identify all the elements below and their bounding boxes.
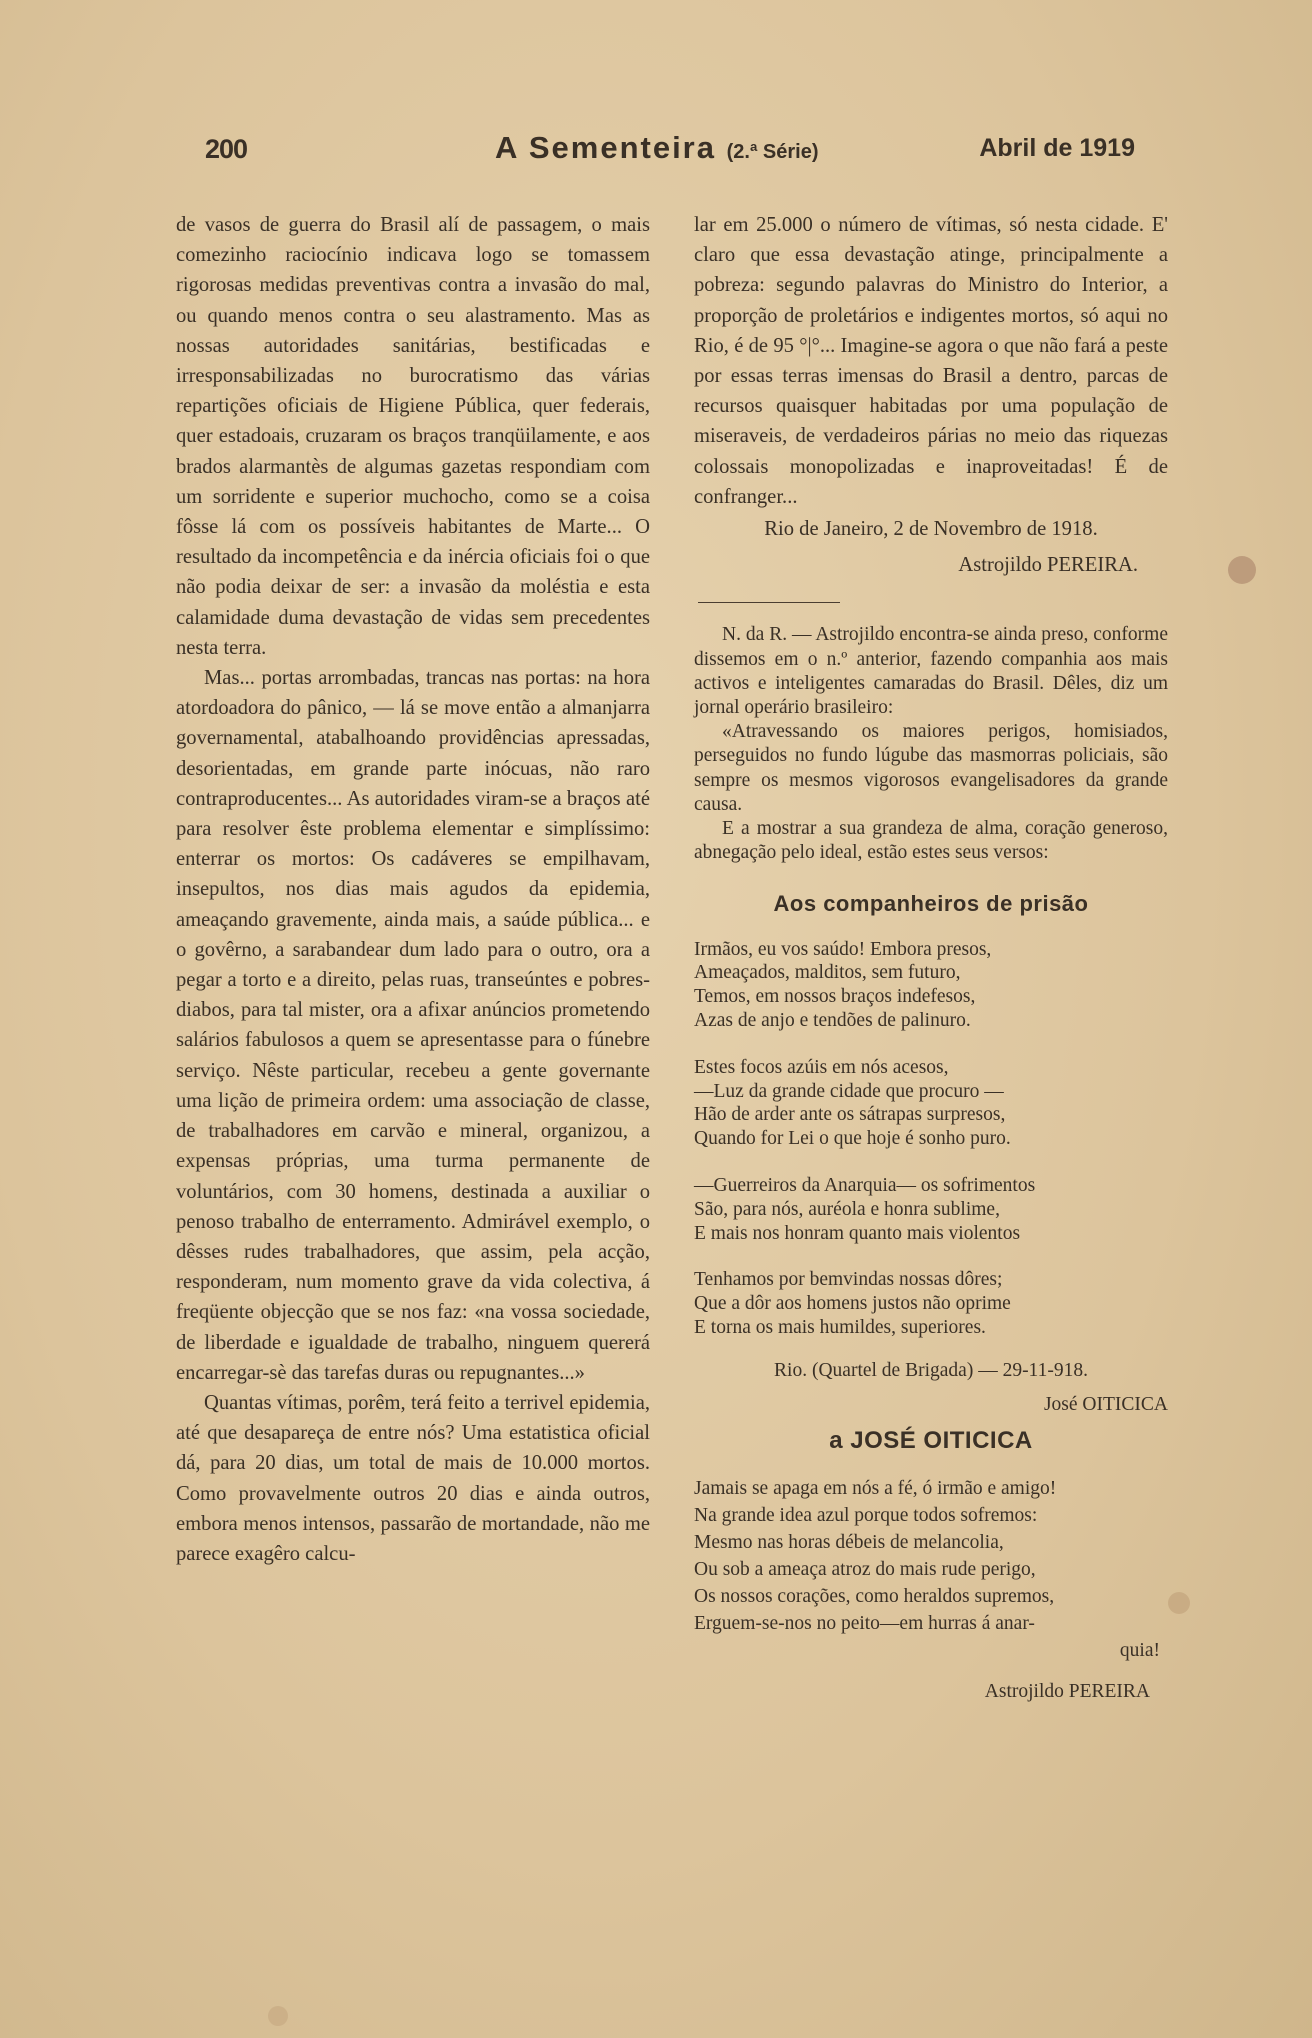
poem-stanza: [694, 1056, 1168, 1151]
poem-line: Os nossos corações, como heraldos supremos,: [694, 1585, 1055, 1607]
poem-signature: Astrojildo PEREIRA: [984, 1680, 1150, 1702]
poem-line: —Guerreiros da Anarquia— os sofrimentos: [694, 1175, 1036, 1197]
poem-line: Quando for Lei o que hoje é sonho puro.: [694, 1128, 1011, 1150]
poem-line: São, para nós, auréola e honra sublime,: [694, 1198, 1000, 1220]
article-dateline: Rio de Janeiro, 2 de Novembro de 1918.: [764, 518, 1098, 541]
article-paragraph: lar em 25.000 o número de vítimas, só nesta cidade. E' claro que essa devastação atinge, principalmente a pobreza: segundo palavras do Ministro do Interior, a proporção de proletários e indigentes mortos, só aqui no Rio, é de 95 °|°... Imagine-se agora o que não fará a peste por essas terras imensas do Brasil a dentro, parcas de recursos quaisquer habitadas por uma população de miseraveis, de verdadeiros párias no meio das riquezas colossais monopolizadas e inaproveitadas! É de confranger...: [694, 214, 1168, 508]
poem-line: Mesmo nas horas débeis de melancolia,: [694, 1531, 1004, 1553]
poem-line: Jamais se apaga em nós a fé, ó irmão e amigo!: [694, 1477, 1057, 1499]
poem-stanza: [694, 938, 1168, 1033]
journal-title: A Sementeira (2.ª Série): [495, 130, 819, 165]
poem-dateline: Rio. (Quartel de Brigada) — 29-11-918.: [774, 1359, 1088, 1381]
left-column: [176, 210, 650, 1569]
poem-signature: José OITICICA: [1043, 1393, 1168, 1415]
page-header: [205, 130, 1135, 178]
section-divider: [698, 602, 840, 603]
poem-line-continuation: quia!: [1119, 1639, 1160, 1661]
poem-line: E torna os mais humildes, superiores.: [694, 1317, 986, 1339]
poem: [694, 1475, 1168, 1705]
poem-line: —Luz da grande cidade que procuro —: [694, 1080, 1004, 1102]
note-paragraph: E a mostrar a sua grandeza de alma, coração generoso, abnegação pelo ideal, estão estes seus versos:: [694, 818, 1168, 864]
note-paragraph: N. da R. — Astrojildo encontra-se ainda preso, conforme dissemos em o n.º anterior, fazendo companhia aos mais activos e inteligentes camaradas do Brasil. Dêles, diz um jornal operário brasileiro:: [694, 624, 1168, 719]
poem-line: Tenhamos por bemvindas nossas dôres;: [694, 1269, 1003, 1291]
poem-title: Aos companheiros de prisão: [773, 891, 1089, 917]
poem-stanza: [694, 1174, 1168, 1245]
page-number: 200: [205, 134, 248, 164]
article-paragraph: Mas... portas arrombadas, trancas nas portas: na hora atordoadora do pânico, — lá se move então a almanjarra governamental, atabalhoando providências apressadas, desorientadas, em grande parte inócuas, não raro contraproducentes... As autoridades viram-se a braços até para resolver êste problema elementar e simplíssimo: enterrar os mortos: Os cadáveres se empilhavam, insepultos, nos dias mais agudos da epidemia, ameaçando gravemente, ainda mais, a saúde pública... e o govêrno, a sarabandear dum lado para o outro, ora a pegar a torto e a direito, pelas ruas, transeúntes e pobres-diabos, para tal mister, ora a afixar anúncios prometendo salários fabulosos a quem se apresentasse para o fúnebre serviço. Nêste particular, recebeu a gente governante uma lição de primeira ordem: uma associação de classe, de trabalhadores em carvão e mineral, organizou, a expensas próprias, uma turma permanente de voluntários, com 30 homens, destinada a auxiliar o penoso trabalho de enterramento. Admirável exemplo, o dêsses rudes trabalhadores, que assim, pela acção, responderam, num momento grave da vida colectiva, á freqüente objecção que se nos faz: «na vossa sociedade, de liberdade e igualdade de trabalho, ninguem quererá encarregar-sè das tarefas duras ou repugnantes...»: [176, 667, 650, 1384]
poem-line: Azas de anjo e tendões de palinuro.: [694, 1010, 971, 1032]
poem-line: Ou sob a ameaça atroz do mais rude perigo,: [694, 1558, 1036, 1580]
right-column: [694, 210, 1168, 1705]
note-paragraph: «Atravessando os maiores perigos, homisiados, perseguidos no fundo lúgube das masmorras policiais, são sempre os mesmos vigorosos evangelisadores da grande causa.: [694, 721, 1168, 815]
poem: [694, 938, 1168, 1417]
series-label: (2.ª Série): [726, 141, 819, 163]
article-paragraph: de vasos de guerra do Brasil alí de passagem, o mais comezinho raciocínio indicava logo se tomassem rigorosas medidas preventivas contra a invasão do mal, ou quando menos contra o seu alastramento. Mas as nossas autoridades sanitárias, bestificadas e irresponsabilizadas no burocratismo das várias repartições oficiais de Higiene Pública, quer federais, quer estadoais, cruzaram os braços tranqüilamente, e aos brados alarmantès de algumas gazetas respondiam com um sorridente e superior muchocho, como se a coisa fôsse lá com os possíveis habitantes de Marte... O resultado da incompetência e da inércia oficiais foi o que não podia deixar de ser: a invasão da moléstia e esta calamidade duma devastação de vidas sem precedentes nesta terra.: [176, 214, 650, 659]
article-signature: Astrojildo PEREIRA.: [958, 554, 1138, 577]
article-paragraph: Quantas vítimas, porêm, terá feito a terrivel epidemia, até que desapareça de entre nós? Uma estatistica oficial dá, para 20 dias, um total de mais de 10.000 mortos. Como provavelmente outros 20 dias e ainda outros, embora menos intensos, passarão de mortandade, não me parece exagêro calcu-: [176, 1391, 650, 1565]
paper-stain: [268, 2006, 288, 2026]
poem-line: Irmãos, eu vos saúdo! Embora presos,: [694, 938, 992, 960]
poem-line: Estes focos azúis em nós acesos,: [694, 1056, 949, 1078]
issue-date: Abril de 1919: [979, 134, 1135, 162]
poem-line: Que a dôr aos homens justos não oprime: [694, 1293, 1011, 1315]
poem-line: Erguem-se-nos no peito—em hurras á anar-: [694, 1612, 1035, 1634]
poem-line: Hão de arder ante os sátrapas surpresos,: [694, 1104, 1006, 1126]
poem-line: Temos, em nossos braços indefesos,: [694, 986, 976, 1008]
poem-line: Ameaçados, malditos, sem futuro,: [694, 962, 961, 984]
paper-stain: [1168, 1592, 1190, 1614]
poem-title: a JOSÉ OITICICA: [829, 1427, 1033, 1455]
editorial-note: [694, 623, 1168, 865]
paper-stain: [1228, 556, 1256, 584]
poem-stanza: [694, 1268, 1168, 1339]
poem-line: E mais nos honram quanto mais violentos: [694, 1222, 1021, 1244]
poem-line: Na grande idea azul porque todos sofremos:: [694, 1504, 1038, 1526]
